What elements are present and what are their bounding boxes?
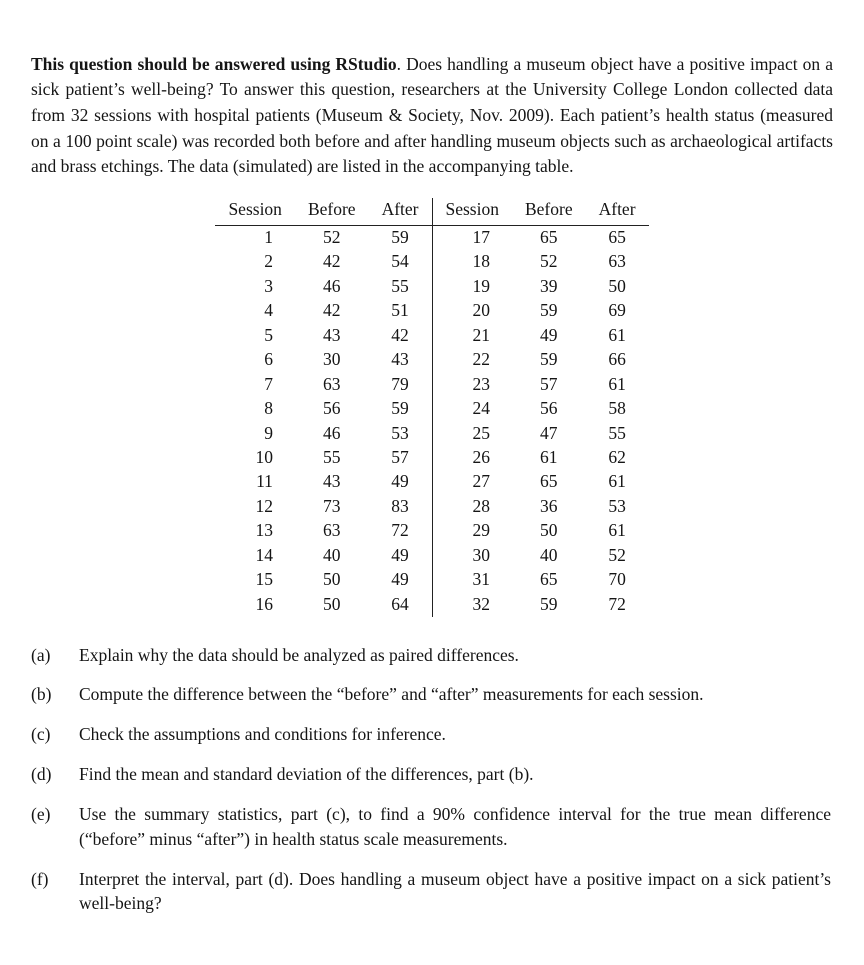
table-header: [215, 198, 648, 225]
table-row: [215, 348, 648, 372]
table-cell: 5: [264, 324, 273, 345]
table-cell: 66: [608, 349, 626, 370]
table-cell: 61: [608, 471, 626, 492]
table-cell: 23: [432, 372, 512, 396]
table-cell: 42: [323, 300, 341, 321]
table-cell: 29: [432, 519, 512, 543]
table-cell: 49: [391, 569, 409, 590]
table-row: [215, 274, 648, 298]
table-cell: 31: [432, 568, 512, 592]
table-cell: 25: [432, 421, 512, 445]
column-header-before-right: Before: [512, 198, 586, 225]
list-item: [31, 722, 833, 747]
table-cell: 56: [323, 398, 341, 419]
table-cell: 12: [255, 495, 273, 516]
table-cell: 57: [540, 373, 558, 394]
table-cell: 10: [255, 446, 273, 467]
table-row: [215, 299, 648, 323]
table-cell: 70: [608, 569, 626, 590]
table-cell: 22: [432, 348, 512, 372]
table-cell: 58: [608, 398, 626, 419]
table-cell: 32: [432, 592, 512, 616]
part-text: Interpret the interval, part (d). Does handling a museum object have a positive impact on a sick patient’s well-being?: [79, 868, 831, 914]
list-item: [31, 643, 833, 668]
table-cell: 20: [432, 299, 512, 323]
column-header-session-right: Session: [432, 198, 512, 225]
table-cell: 61: [608, 324, 626, 345]
table-cell: 43: [323, 471, 341, 492]
table-cell: 65: [540, 227, 558, 248]
list-item: [31, 762, 833, 787]
table-cell: 59: [540, 300, 558, 321]
table-cell: 55: [391, 275, 409, 296]
table-cell: 56: [540, 398, 558, 419]
data-table-body: [215, 225, 648, 617]
table-cell: 65: [608, 227, 626, 248]
table-cell: 6: [264, 349, 273, 370]
column-header-after-left: After: [369, 198, 432, 225]
table-row: [215, 568, 648, 592]
table-row: [215, 372, 648, 396]
table-cell: 40: [540, 544, 558, 565]
table-cell: 17: [432, 225, 512, 250]
table-cell: 73: [323, 495, 341, 516]
table-cell: 72: [391, 520, 409, 541]
table-cell: 52: [540, 251, 558, 272]
table-cell: 52: [323, 227, 341, 248]
table-cell: 46: [323, 422, 341, 443]
table-cell: 18: [432, 250, 512, 274]
intro-body-text: . Does handling a museum object have a positive impact on a sick patient’s well-being? To answer this question, researchers at the University College London collected data from 32 sessions with hospital patients (Museum & Society, Nov. 2009). Each patient’s health status (measured on a 100 point scale) was recorded both before and after handling museum objects such as archaeological artifacts and brass etchings. The data (simulated) are listed in the accompanying table.: [31, 53, 833, 177]
table-cell: 36: [540, 495, 558, 516]
table-cell: 63: [323, 373, 341, 394]
table-row: [215, 445, 648, 469]
question-parts-list: [31, 643, 833, 917]
table-cell: 43: [323, 324, 341, 345]
table-cell: 61: [608, 520, 626, 541]
part-label: (d): [31, 764, 52, 785]
table-cell: 65: [540, 471, 558, 492]
part-label: (b): [31, 684, 52, 705]
column-header-before-left: Before: [295, 198, 369, 225]
part-text: Find the mean and standard deviation of the differences, part (b).: [79, 764, 534, 785]
table-row: [215, 323, 648, 347]
column-header-session-left: Session: [215, 198, 294, 225]
table-header-row: [215, 198, 648, 225]
table-cell: 27: [432, 470, 512, 494]
table-cell: 69: [608, 300, 626, 321]
table-cell: 49: [391, 471, 409, 492]
table-cell: 1: [264, 227, 273, 248]
table-cell: 28: [432, 494, 512, 518]
intro-bold-text: This question should be answered using RStudio: [31, 53, 397, 74]
column-header-after-right: After: [586, 198, 649, 225]
table-cell: 7: [264, 373, 273, 394]
table-cell: 9: [264, 422, 273, 443]
table-cell: 19: [432, 274, 512, 298]
table-cell: 53: [608, 495, 626, 516]
table-cell: 55: [608, 422, 626, 443]
table-cell: 52: [608, 544, 626, 565]
table-row: [215, 225, 648, 250]
table-cell: 43: [391, 349, 409, 370]
table-row: [215, 519, 648, 543]
part-label: (a): [31, 644, 51, 665]
part-text: Explain why the data should be analyzed as paired differences.: [79, 644, 519, 665]
table-cell: 16: [255, 593, 273, 614]
table-cell: 59: [391, 227, 409, 248]
table-cell: 13: [255, 520, 273, 541]
table-cell: 50: [323, 569, 341, 590]
table-cell: 61: [540, 446, 558, 467]
table-cell: 57: [391, 446, 409, 467]
table-cell: 24: [432, 397, 512, 421]
table-row: [215, 250, 648, 274]
table-cell: 63: [608, 251, 626, 272]
table-cell: 59: [540, 593, 558, 614]
table-cell: 50: [608, 275, 626, 296]
table-cell: 42: [323, 251, 341, 272]
table-cell: 47: [540, 422, 558, 443]
table-cell: 83: [391, 495, 409, 516]
table-cell: 54: [391, 251, 409, 272]
data-table: [215, 198, 648, 616]
table-cell: 55: [323, 446, 341, 467]
list-item: [31, 867, 833, 917]
table-row: [215, 543, 648, 567]
table-cell: 49: [540, 324, 558, 345]
part-label: (e): [31, 803, 51, 824]
table-row: [215, 592, 648, 616]
table-cell: 59: [391, 398, 409, 419]
table-cell: 26: [432, 445, 512, 469]
table-cell: 46: [323, 275, 341, 296]
table-cell: 50: [323, 593, 341, 614]
table-cell: 15: [255, 569, 273, 590]
table-cell: 4: [264, 300, 273, 321]
part-text: Check the assumptions and conditions for inference.: [79, 724, 446, 745]
table-row: [215, 470, 648, 494]
intro-paragraph: [31, 52, 833, 181]
part-label: (f): [31, 868, 49, 889]
table-cell: 30: [323, 349, 341, 370]
table-cell: 63: [323, 520, 341, 541]
table-cell: 53: [391, 422, 409, 443]
table-row: [215, 494, 648, 518]
table-cell: 21: [432, 323, 512, 347]
list-item: [31, 682, 833, 707]
table-cell: 61: [608, 373, 626, 394]
table-cell: 39: [540, 275, 558, 296]
table-cell: 14: [255, 544, 273, 565]
table-cell: 51: [391, 300, 409, 321]
table-cell: 2: [264, 251, 273, 272]
table-cell: 64: [391, 593, 409, 614]
table-cell: 40: [323, 544, 341, 565]
table-cell: 3: [264, 275, 273, 296]
table-cell: 8: [264, 398, 273, 419]
part-label: (c): [31, 724, 51, 745]
table-row: [215, 421, 648, 445]
table-cell: 11: [256, 471, 273, 492]
table-cell: 59: [540, 349, 558, 370]
table-cell: 65: [540, 569, 558, 590]
table-cell: 72: [608, 593, 626, 614]
table-row: [215, 397, 648, 421]
table-cell: 79: [391, 373, 409, 394]
table-cell: 50: [540, 520, 558, 541]
table-cell: 49: [391, 544, 409, 565]
part-text: Use the summary statistics, part (c), to find a 90% confidence interval for the true mean difference (“before” minus “after”) in health status scale measurements.: [79, 803, 831, 849]
list-item: [31, 802, 833, 852]
table-cell: 42: [391, 324, 409, 345]
table-cell: 62: [608, 446, 626, 467]
part-text: Compute the difference between the “before” and “after” measurements for each session.: [79, 684, 704, 705]
table-cell: 30: [432, 543, 512, 567]
